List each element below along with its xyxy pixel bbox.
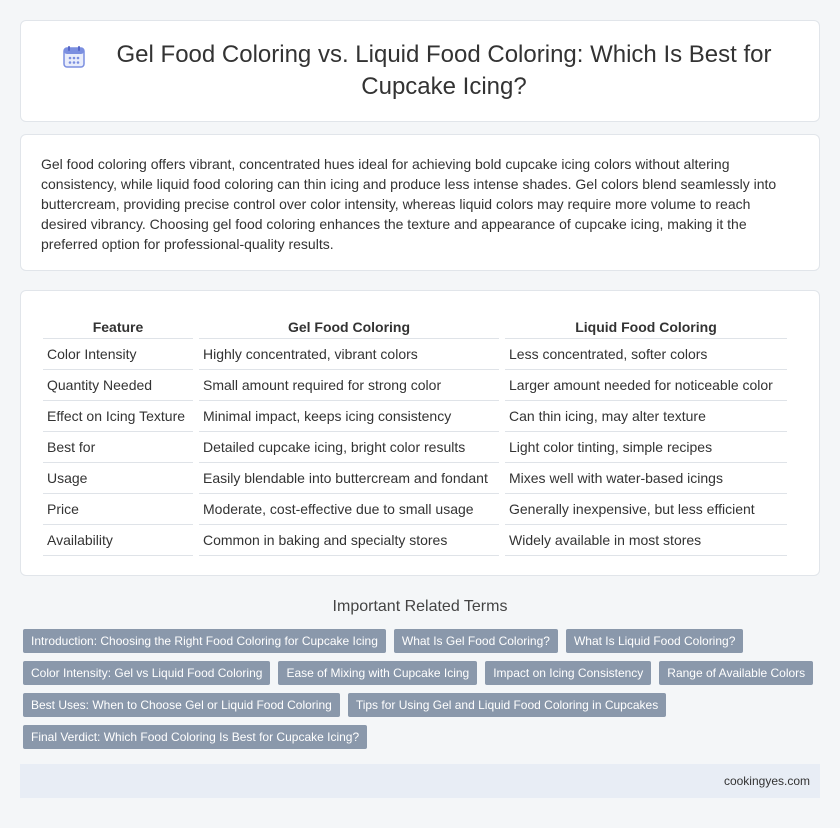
liquid-cell: Less concentrated, softer colors [505, 339, 787, 370]
feature-cell: Color Intensity [43, 339, 193, 370]
feature-cell: Usage [43, 463, 193, 494]
gel-cell: Detailed cupcake icing, bright color results [199, 432, 499, 463]
footer-site-name[interactable]: cookingyes.com [723, 774, 810, 788]
related-term-tag[interactable]: Range of Available Colors [659, 661, 813, 685]
liquid-cell: Can thin icing, may alter texture [505, 401, 787, 432]
feature-cell: Quantity Needed [43, 370, 193, 401]
table-row [43, 525, 787, 556]
related-terms-list [23, 629, 823, 749]
feature-cell: Price [43, 494, 193, 525]
related-terms-title: Important Related Terms [332, 598, 508, 615]
feature-cell: Effect on Icing Texture [43, 401, 193, 432]
feature-cell: Best for [43, 432, 193, 463]
table-row [43, 370, 787, 401]
liquid-cell: Generally inexpensive, but less efficient [505, 494, 787, 525]
calendar-icon [61, 44, 87, 70]
page-title: Gel Food Coloring vs. Liquid Food Coloring: Which Is Best for Cupcake Icing? [116, 41, 772, 100]
table-row [43, 463, 787, 494]
related-term-tag[interactable]: Ease of Mixing with Cupcake Icing [278, 661, 477, 685]
liquid-cell: Light color tinting, simple recipes [505, 432, 787, 463]
table-header-row [43, 313, 787, 339]
header [21, 21, 819, 121]
table-row [43, 432, 787, 463]
gel-cell: Minimal impact, keeps icing consistency [199, 401, 499, 432]
footer [20, 764, 820, 798]
liquid-cell: Widely available in most stores [505, 525, 787, 556]
liquid-cell: Larger amount needed for noticeable color [505, 370, 787, 401]
gel-cell: Small amount required for strong color [199, 370, 499, 401]
column-header-feature: Feature [43, 313, 193, 339]
column-header-gel: Gel Food Coloring [199, 313, 499, 339]
summary-text: Gel food coloring offers vibrant, concentrated hues ideal for achieving bold cupcake icing colors without altering consistency, while liquid food coloring can thin icing and produce less intense shades. Gel colors blend seamlessly into buttercream, providing precise control over color intensity, whereas liquid colors may require more volume to reach desired vibrancy. Choosing gel food coloring enhances the texture and appearance of cupcake icing, making it the preferred option for professional-quality results. [41, 156, 777, 252]
header-card [20, 20, 820, 122]
comparison-table [37, 313, 793, 556]
table-row [43, 339, 787, 370]
related-term-tag[interactable]: What Is Gel Food Coloring? [394, 629, 558, 653]
gel-cell: Moderate, cost-effective due to small usage [199, 494, 499, 525]
related-term-tag[interactable]: Impact on Icing Consistency [485, 661, 651, 685]
table-row [43, 401, 787, 432]
gel-cell: Highly concentrated, vibrant colors [199, 339, 499, 370]
related-term-tag[interactable]: What Is Liquid Food Coloring? [566, 629, 743, 653]
table-row [43, 494, 787, 525]
related-term-tag[interactable]: Tips for Using Gel and Liquid Food Coloring in Cupcakes [348, 693, 666, 717]
column-header-liquid: Liquid Food Coloring [505, 313, 787, 339]
comparison-table-card [20, 290, 820, 576]
related-term-tag[interactable]: Final Verdict: Which Food Coloring Is Best for Cupcake Icing? [23, 725, 367, 749]
gel-cell: Common in baking and specialty stores [199, 525, 499, 556]
related-term-tag[interactable]: Color Intensity: Gel vs Liquid Food Coloring [23, 661, 270, 685]
related-term-tag[interactable]: Best Uses: When to Choose Gel or Liquid Food Coloring [23, 693, 340, 717]
gel-cell: Easily blendable into buttercream and fondant [199, 463, 499, 494]
summary-card [20, 134, 820, 271]
liquid-cell: Mixes well with water-based icings [505, 463, 787, 494]
related-term-tag[interactable]: Introduction: Choosing the Right Food Coloring for Cupcake Icing [23, 629, 386, 653]
feature-cell: Availability [43, 525, 193, 556]
